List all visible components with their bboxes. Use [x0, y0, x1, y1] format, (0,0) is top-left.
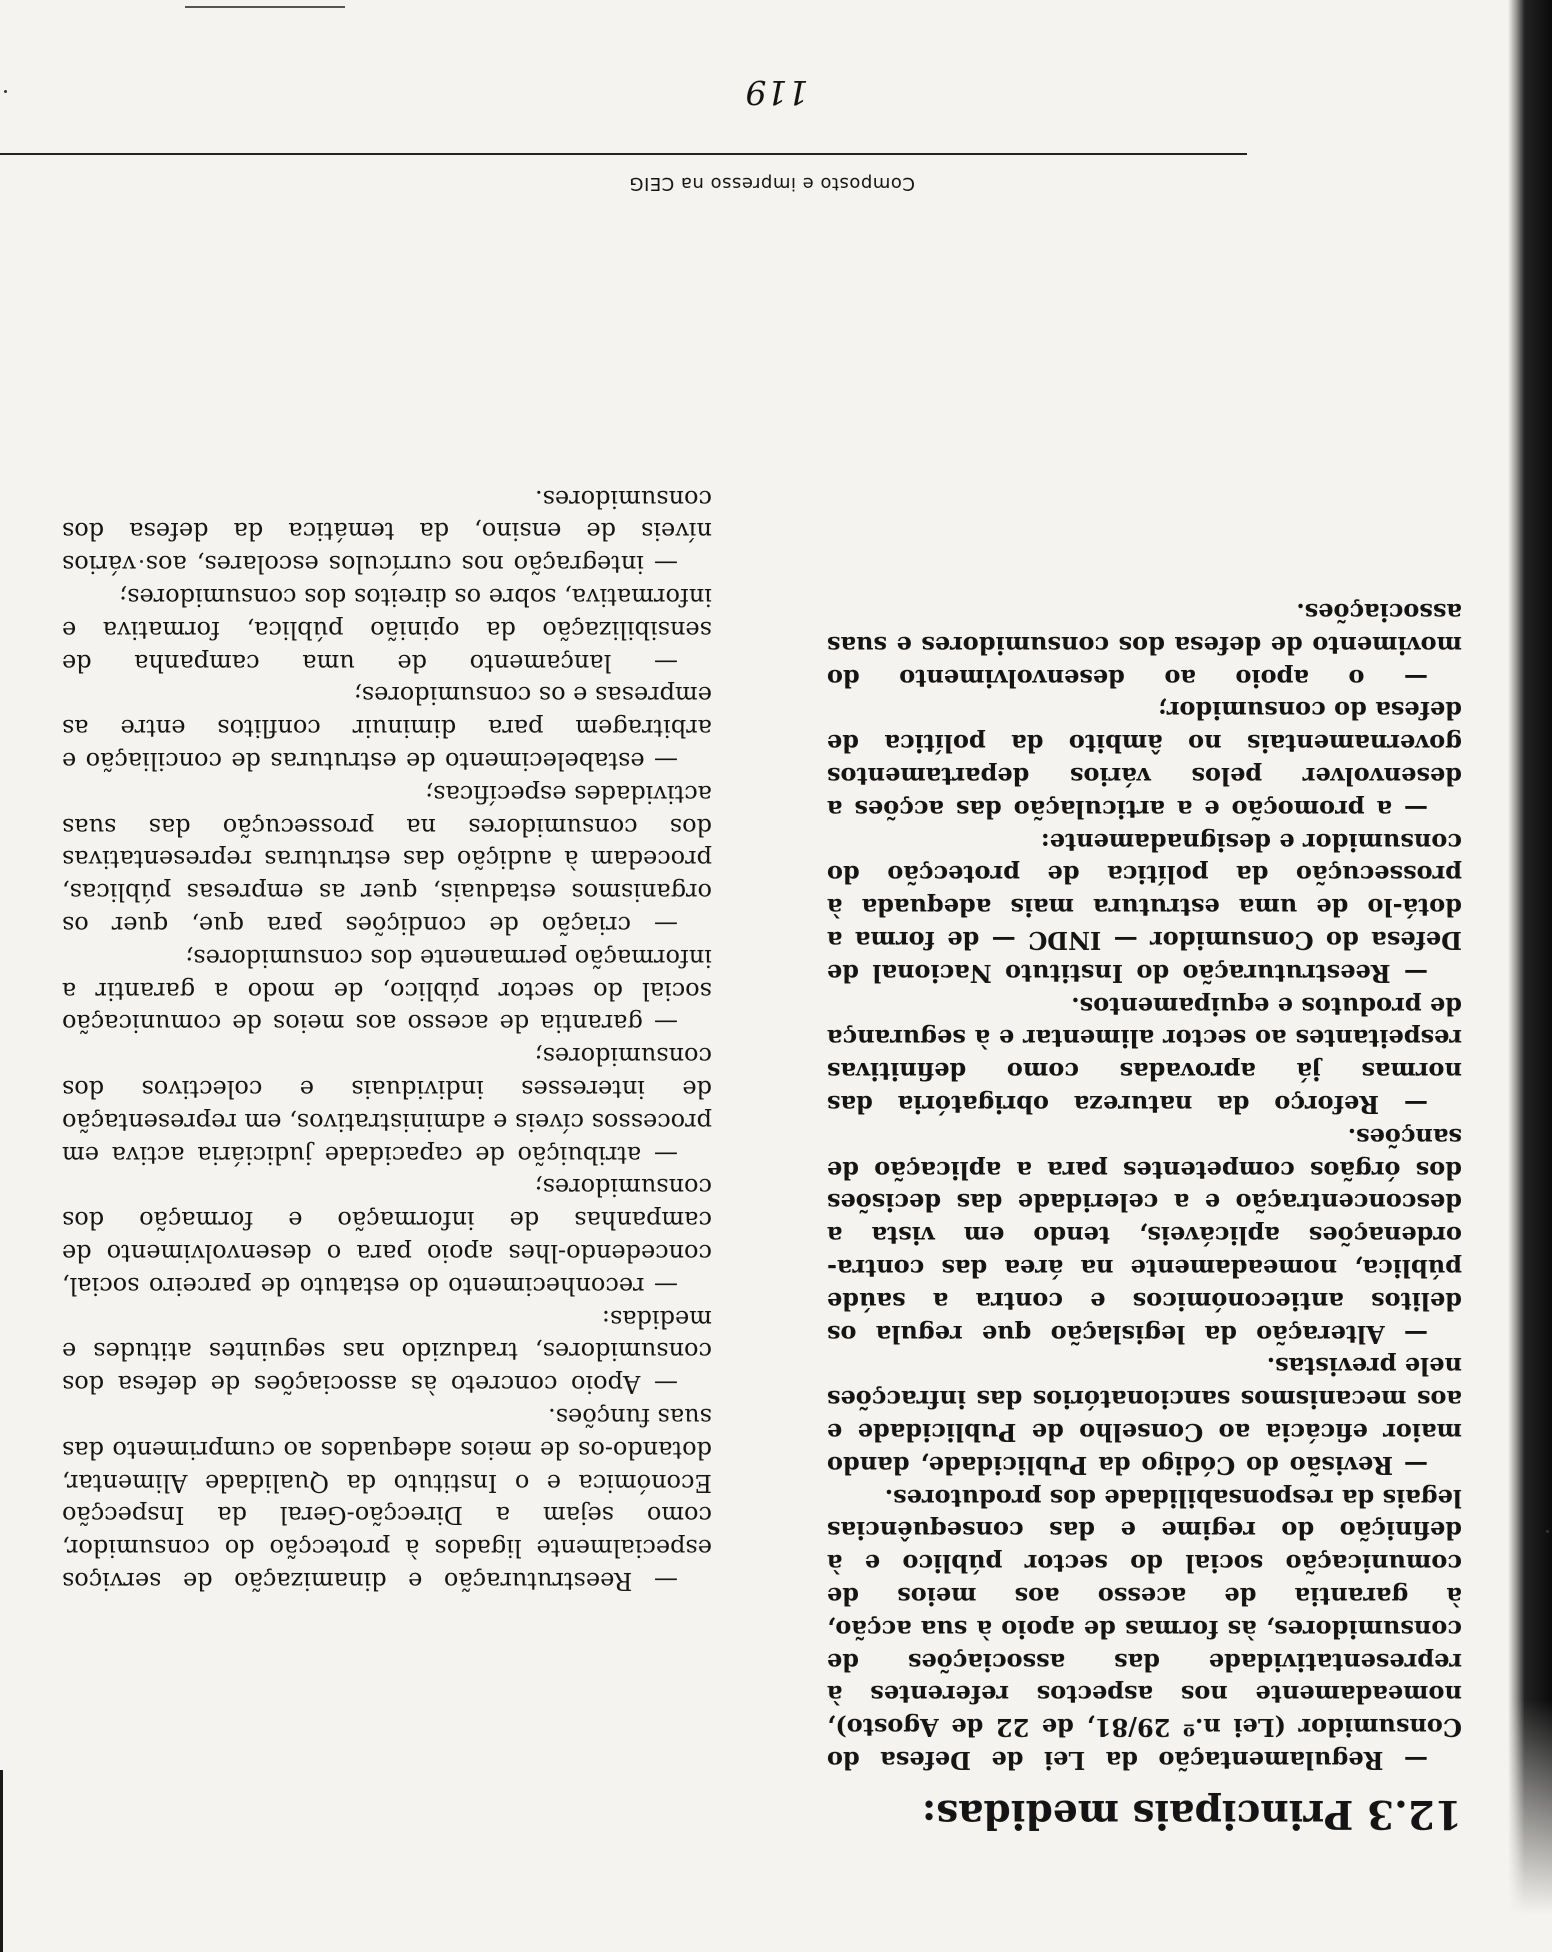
- measure-item: — Regulamentação da Lei de Defesa do Consumidor (Lei n.º 29/81, de 22 de Agosto), nomeadamente nos aspectos referentes à representatividade das associações de consumidores, às formas de apoio à sua acção, à garantia de acesso aos meios de comunicação social do sector público e à definição do regime e das consequências legais da responsabilidade dos produtores.: [827, 1483, 1462, 1775]
- measure-item: — Revisão do Código da Publicidade, dando maior eficácia ao Conselho de Publicidade e aos mecanismos sancionatórios das infracções nele previstas.: [827, 1352, 1462, 1480]
- measure-subitem: — estabelecimento de estruturas de conciliação e arbitragem para diminuir conflitos entre as empresas e os consumidores;: [62, 681, 712, 776]
- left-column: [827, 595, 1462, 1842]
- measure-subitem: — atribuição de capacidade judiciária activa em processos cíveis e administrativos, em representação de interesses individuais e colectivos dos consumidores;: [62, 1042, 712, 1169]
- measure-subitem: — lançamento de uma campanha de sensibilização da opinião pública, formativa e informativa, sobre os direitos dos consumidores;: [62, 583, 712, 677]
- page-number: 119: [745, 73, 809, 112]
- measure-item: — Reforço da natureza obrigatória das normas já aprovadas como definitivas respeitantes ao sector alimentar e à segurança de produtos e equipamentos.: [827, 991, 1462, 1120]
- right-column: [62, 482, 712, 1597]
- footer-rule: [0, 153, 1247, 155]
- measure-subitem: — criação de condições para que, quer os organismos estaduais, quer as empresas públicas, procedam à audição das estruturas representativas dos consumidores na prossecução das suas actividades específicas;: [62, 779, 712, 940]
- measure-item: — Reestruturação e dinamização de serviços especialmente ligados à protecção do consumidor, como sejam a Direcção-Geral da Inspecção Económica e o Instituto da Qualidade Alimentar, dotando-os de meios adequados ao cumprimento das suas funções.: [62, 1403, 712, 1595]
- section-heading: 12.3 Principais medidas:: [921, 1791, 1462, 1837]
- measure-subitem: — o apoio ao desenvolvimento do movimento de defesa dos consumidores e suas associações.: [827, 598, 1462, 693]
- measure-subitem: — garantia de acesso aos meios de comunicação social do sector público, de modo a garantir a informação permanente dos consumidores;: [62, 943, 712, 1038]
- measure-item: — Apoio concreto às associações de defesa dos consumidores, traduzido nas seguintes atitudes e medidas:: [62, 1304, 712, 1399]
- measure-subitem: — a promoção e a articulação das acções a desenvolver pelos vários departamentos governamentais no âmbito da política de defesa do consumidor;: [827, 696, 1462, 824]
- measure-item: — Reestruturação do Instituto Nacional de Defesa do Consumidor — INDC — de forma a dotá-lo de uma estrutura mais adequada à prossecução da política de protecção do consumidor e designadamente:: [827, 827, 1462, 988]
- measure-subitem: — reconhecimento do estatuto de parceiro social, concedendo-lhes apoio para o desenvolvimento de campanhas de informação e formação dos consumidores;: [62, 1173, 712, 1300]
- imprint-note: Composto e impresso na CEIG: [629, 173, 915, 194]
- measure-item: — Alteração da legislação que regula os delitos antieconómicos e contra a saúde pública, nomeadamente na área das contra-ordenações aplicáveis, tendo em vista a desconcentração e a celeridade das decisões dos órgãos competentes para a aplicação de sanções.: [827, 1122, 1462, 1349]
- measure-subitem: — integração nos currículos escolares, aos vários níveis de ensino, da temática da defesa dos consumidores.: [62, 484, 712, 579]
